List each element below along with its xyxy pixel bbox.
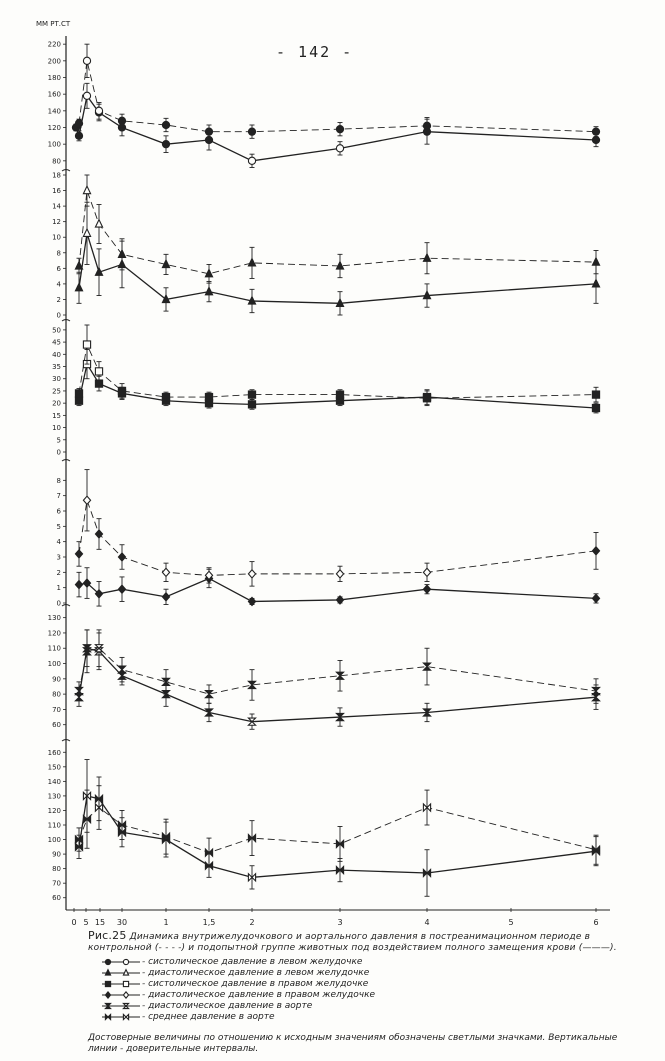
data-point-circle [248,128,255,135]
y-tick-label: 6 [56,264,61,273]
y-tick-label: 90 [52,675,61,684]
data-point-diamond [336,570,343,578]
y-tick-label: 4 [56,538,61,547]
legend-marker-filled [105,991,110,997]
data-point-square [162,393,169,400]
data-point-diamond [118,553,125,561]
y-tick-label: 15 [52,411,61,420]
caption-text: Динамика внутрижелудочкового и аортального давления в постреанимационном периоде в контрольной (- - - -) и подопытной группе животных под воздействием полного замещения крови (———). [88,932,617,953]
y-tick-label: 0 [56,311,61,320]
legend-marker-open [123,959,128,964]
y-tick-label: 50 [52,326,61,335]
legend-marker-filled [105,1014,110,1019]
data-point-square [336,391,343,398]
y-tick-label: 30 [52,375,61,384]
y-tick-label: 60 [52,894,61,903]
data-point-triangle [592,279,599,287]
data-point-hourglass [162,678,169,685]
legend-label: - диастолическое давление в левом желудочке [142,967,370,978]
legend-marker-open [123,1014,128,1019]
y-tick-label: 5 [56,436,61,445]
y-tick-label: 35 [52,363,61,372]
legend-marker-open [123,991,128,997]
legend-item-0 [100,956,430,967]
y-tick-label: 100 [47,660,61,669]
legend-marker-filled [105,969,110,975]
data-point-triangle [205,287,212,295]
y-tick-label: 150 [47,763,61,772]
y-tick-label: 0 [56,599,61,608]
legend-item-5 [100,1011,430,1022]
data-point-hourglass [205,691,212,698]
x-tick-label: 3 [337,918,343,927]
y-tick-label: 1 [56,584,61,593]
data-point-triangle [336,262,343,270]
data-point-triangle [592,258,599,266]
control-line-panel-5 [79,648,596,694]
panel-2 [52,170,600,320]
y-tick-label: 70 [52,879,61,888]
data-point-square [75,390,82,397]
control-line-panel-1 [79,61,596,132]
legend-label: - среднее давление в аорте [142,1011,275,1022]
x-tick-label: 2 [249,918,255,927]
control-line-panel-3 [79,345,596,399]
legend-label: - диастолическое давление в правом желудочке [142,989,376,1000]
y-tick-label: 2 [56,568,61,577]
data-point-triangle [423,254,430,262]
data-point-square [592,404,599,411]
y-tick-label: 140 [47,107,61,116]
data-point-square [248,391,255,398]
panel-4 [57,460,600,608]
data-point-square [83,341,90,348]
y-tick-label: 45 [52,338,61,347]
data-point-triangle [75,283,82,291]
data-point-circle [592,136,599,143]
y-tick-label: 25 [52,387,61,396]
y-tick-label: 120 [47,124,61,132]
y-tick-label: 5 [56,522,61,531]
data-point-circle [75,132,82,139]
legend-marker-filled [105,981,110,986]
legend-marker-square [100,979,142,989]
y-tick-label: 130 [47,614,61,623]
note: Достоверные величины по отношению к исходным значениям обозначены светлыми значками. Вертикальные линии - доверительные интервалы. [88,1033,618,1054]
data-point-circle [75,120,82,127]
legend-item-4 [100,1000,430,1011]
y-tick-label: 110 [47,821,61,830]
x-tick-label: 6 [593,918,599,927]
figure-caption [88,930,648,954]
data-point-square [95,368,102,375]
y-tick-label: 180 [47,74,61,82]
legend-marker-bowtie [100,1012,142,1022]
data-point-diamond [336,596,343,604]
y-tick-label: 70 [52,705,61,714]
y-tick-label: 160 [47,748,61,757]
legend-marker-hourglass [100,1001,142,1011]
legend-item-2 [100,978,430,989]
y-tick-label: 90 [52,850,61,859]
y-tick-label: 7 [56,492,61,501]
y-tick-label: 100 [47,836,61,845]
x-tick-label: 4 [424,918,430,927]
data-point-circle [95,107,102,114]
y-tick-label: 220 [47,40,61,49]
data-point-circle [336,126,343,133]
y-tick-label: 80 [52,157,61,166]
data-point-square [248,401,255,408]
data-point-diamond [423,585,430,593]
legend-label: - систолическое давление в левом желудочке [142,956,363,967]
data-point-circle [162,141,169,148]
x-tick-label: 5 [83,918,89,927]
data-point-circle [423,122,430,129]
y-tick-label: 160 [47,90,61,99]
data-point-hourglass [75,687,82,694]
y-tick-label: 100 [47,140,61,149]
data-point-triangle [75,262,82,270]
data-point-diamond [162,568,169,576]
data-point-triangle [83,186,90,194]
data-point-square [205,393,212,400]
data-point-triangle [248,258,255,266]
legend-marker-triangle [100,968,142,978]
data-point-diamond [75,550,82,558]
legend-marker-open [123,981,128,986]
data-point-diamond [248,597,255,605]
x-tick-label: 0 [71,918,77,927]
data-point-diamond [118,585,125,593]
data-point-circle [205,128,212,135]
y-tick-label: 80 [52,690,61,699]
y-tick-label: 140 [47,777,61,786]
y-tick-label: 110 [47,644,61,653]
data-point-diamond [592,547,599,555]
panel-5 [48,605,600,730]
y-tick-label: 60 [52,721,61,730]
figure-number: Рис.25 [88,929,127,942]
y-tick-label: 0 [56,448,61,457]
data-point-diamond [162,593,169,601]
x-tick-label: 15 [94,918,106,927]
control-line-panel-4 [79,500,596,575]
legend-marker-open [123,969,128,975]
data-point-circle [118,117,125,124]
data-point-hourglass [118,666,125,673]
legend-marker-circle [100,957,142,967]
y-tick-label: 12 [52,218,61,227]
panel-3 [52,320,600,457]
data-point-diamond [75,581,82,589]
data-point-diamond [592,594,599,602]
legend-item-3 [100,989,430,1000]
x-tick-label: 1 [163,918,169,927]
y-tick-label: 130 [47,792,61,801]
legend-marker-diamond [100,990,142,1000]
y-tick-label: 10 [52,424,61,433]
data-point-circle [83,92,90,99]
data-point-diamond [83,496,90,504]
x-tick-label: 5 [508,918,514,927]
y-tick-label: 120 [47,629,61,638]
data-point-circle [248,157,255,164]
experimental-line-panel-5 [79,648,596,721]
y-tick-label: 3 [56,553,61,562]
y-unit-label: ММ РТ.СТ [36,20,71,28]
data-point-triangle [95,220,102,228]
page-number: - 142 - [276,43,354,61]
y-tick-label: 10 [52,233,61,242]
y-tick-label: 80 [52,865,61,874]
data-point-circle [83,57,90,64]
experimental-line-panel-6 [79,796,596,877]
legend [100,956,430,1022]
y-tick-label: 2 [56,295,61,304]
y-tick-label: 16 [52,187,61,196]
panel-6 [48,740,600,903]
data-point-circle [592,128,599,135]
y-tick-label: 200 [47,57,61,66]
y-tick-label: 20 [52,399,61,408]
y-tick-label: 14 [52,202,61,211]
y-tick-label: 4 [56,280,61,289]
legend-label: - систолическое давление в правом желудочке [142,978,369,989]
legend-label: - диастолическое давление в аорте [142,1000,313,1011]
y-tick-label: 6 [56,507,61,516]
y-tick-label: 120 [47,806,61,815]
y-tick-label: 18 [52,171,61,180]
y-tick-label: 8 [56,476,61,485]
legend-item-1 [100,967,430,978]
data-point-circle [336,145,343,152]
x-tick-label: 30 [116,918,128,927]
data-point-triangle [83,229,90,237]
data-point-square [118,387,125,394]
data-point-diamond [248,570,255,578]
x-tick-label: 1,5 [202,918,216,927]
data-point-diamond [423,568,430,576]
y-tick-label: 8 [56,249,61,258]
control-line-panel-2 [79,191,596,274]
data-point-square [592,391,599,398]
data-point-circle [162,121,169,128]
y-tick-label: 40 [52,350,61,359]
legend-marker-filled [105,959,110,964]
data-point-square [423,395,430,402]
